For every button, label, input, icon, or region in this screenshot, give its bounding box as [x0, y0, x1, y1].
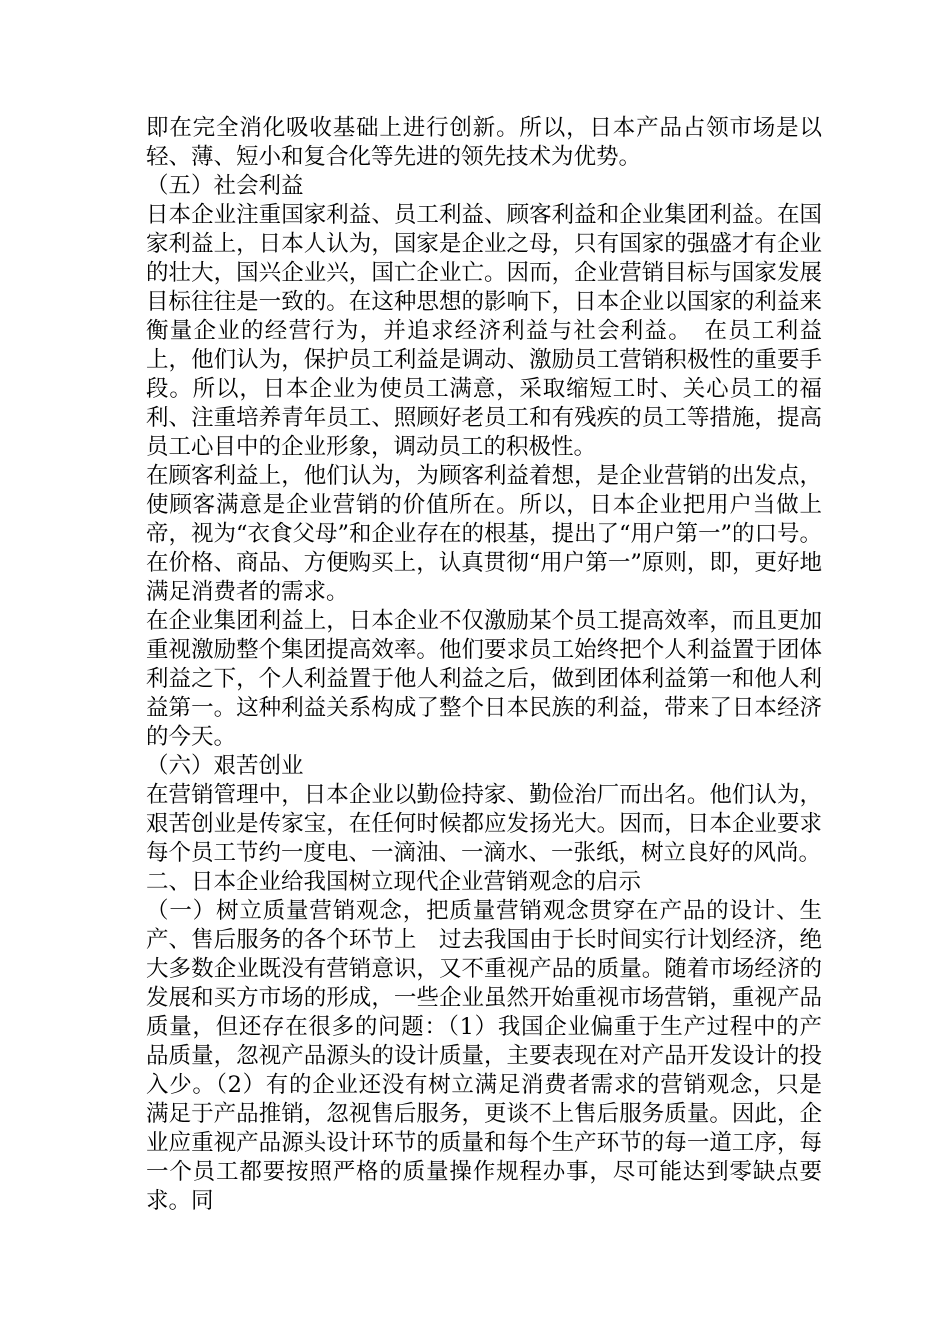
section-heading-hard-work: （六）艰苦创业	[146, 753, 304, 779]
document-body	[146, 114, 822, 1216]
body-paragraph: 在企业集团利益上，日本企业不仅激励某个员工提高效率，而且更加重视激励整个集团提高效率。他们要求员工始终把个人利益置于团体利益之下，个人利益置于他人利益之后，做到团体利益第一和他人利益第一。这种利益关系构成了整个日本民族的利益，带来了日本经济的今天。	[146, 608, 822, 750]
body-paragraph: 日本企业注重国家利益、员工利益、顾客利益和企业集团利益。在国家利益上，日本人认为，国家是企业之母，只有国家的强盛才有企业的壮大，国兴企业兴，国亡企业亡。因而，企业营销目标与国家发展目标往往是一致的。在这种思想的影响下，日本企业以国家的利益来衡量企业的经营行为，并追求经济利益与社会利益。 在员工利益上，他们认为，保护员工利益是调动、激励员工营销积极性的重要手段。所以，日本企业为使员工满意，采取缩短工时、关心员工的福利、注重培养青年员工、照顾好老员工和有残疾的员工等措施，提高员工心目中的企业形象，调动员工的积极性。	[146, 202, 822, 460]
body-paragraph: 在营销管理中，日本企业以勤俭持家、勤俭治厂而出名。他们认为，艰苦创业是传家宝，在任何时候都应发扬光大。因而，日本企业要求每个员工节约一度电、一滴油、一滴水、一张纸，树立良好的风尚。	[146, 782, 822, 866]
body-paragraph: （一）树立质量营销观念，把质量营销观念贯穿在产品的设计、生产、售后服务的各个环节上 过去我国由于长时间实行计划经济，绝大多数企业既没有营销意识，又不重视产品的质量。随着市场经济的发展和买方市场的形成，一些企业虽然开始重视市场营销，重视产品质量，但还存在很多的问题：（1）我国企业偏重于生产过程中的产品质量，忽视产品源头的设计质量，主要表现在对产品开发设计的投入少。（2）有的企业还没有树立满足消费者需求的营销观念，只是满足于产品推销，忽视售后服务，更谈不上售后服务质量。因此，企业应重视产品源头设计环节的质量和每个生产环节的每一道工序，每一个员工都要按照严格的质量操作规程办事，尽可能达到零缺点要求。同	[146, 898, 822, 1214]
chapter-heading-enlightenment: 二、日本企业给我国树立现代企业营销观念的启示	[146, 869, 642, 895]
section-heading-social-interest: （五）社会利益	[146, 173, 304, 199]
body-paragraph: 即在完全消化吸收基础上进行创新。所以，日本产品占领市场是以轻、薄、短小和复合化等先进的领先技术为优势。	[146, 115, 822, 170]
body-paragraph: 在顾客利益上，他们认为，为顾客利益着想，是企业营销的出发点，使顾客满意是企业营销的价值所在。所以，日本企业把用户当做上帝，视为“衣食父母”和企业存在的根基，提出了“用户第一”的口号。在价格、商品、方便购买上，认真贯彻“用户第一”原则，即，更好地满足消费者的需求。	[146, 463, 823, 605]
